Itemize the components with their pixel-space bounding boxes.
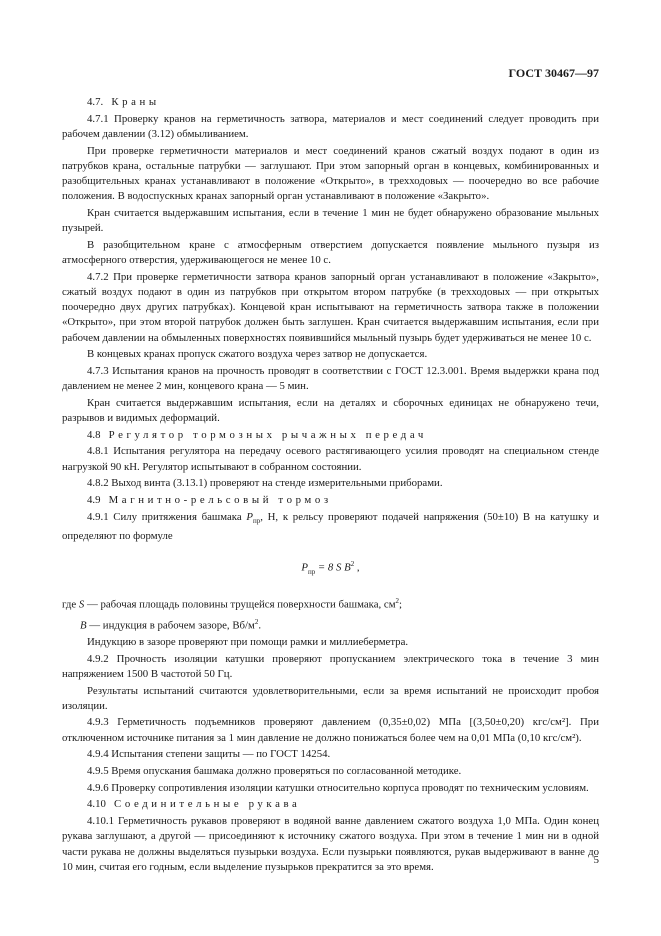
paragraph: Кран считается выдержавшим испытания, если на деталях и сборочных единицах не обнаружено течи, разрывов и видимых деформаций. (62, 396, 599, 425)
paragraph-4-9-2: 4.9.2 Прочность изоляции катушки проверяют пропусканием электрического тока в течение 3 мин напряжением 1500 В частотой 50 Гц. (62, 652, 599, 680)
section-title: Регулятор тормозных рычажных передач (108, 428, 427, 441)
section-title: Соединительные рукава (114, 798, 301, 811)
document-header: ГОСТ 30467—97 (508, 66, 599, 80)
paragraph-4-9-4: 4.9.4 Испытания степени защиты — по ГОСТ 14254. (87, 748, 331, 761)
section-number: 4.8 (87, 428, 101, 441)
section-heading-4-9 (62, 493, 599, 508)
paragraph-4-8-2: 4.8.2 Выход винта (3.13.1) проверяют на стенде измерительными приборами. (87, 477, 443, 490)
paragraph: Кран считается выдержавшим испытания, если в течение 1 мин не будет обнаружено образование мыльных пузырей. (62, 206, 599, 235)
paragraph-4-8-1: 4.8.1 Испытания регулятора на передачу осевого растягивающего усилия проводят на специальном стенде нагрузкой 90 кН. Регулятор испытывают в собранном состоянии. (62, 445, 599, 473)
section-number: 4.7. (87, 96, 104, 108)
formula: $P_{пр} = 8$ S $B^2$ , (301, 560, 360, 577)
section-title: Краны (111, 96, 160, 108)
page-body (62, 95, 599, 876)
paragraph-4-7-1: 4.7.1 Проверку кранов на герметичность затвора, материалов и мест соединений следует проводить при рабочем давлении (3.12) обмыливанием. (62, 112, 599, 140)
section-heading-4-7 (62, 95, 599, 110)
paragraph-4-9-1: 4.9.1 Силу притяжения башмака $P_{пр}$, Н, к рельсу проверяют подачей напряжения (50±10) В на катушку и определяют по формуле (62, 510, 599, 543)
formula-legend-b: B — индукция в рабочем зазоре, $Вб/м^2$. (80, 617, 262, 632)
paragraph: В концевых кранах пропуск сжатого воздуха через затвор не допускается. (87, 348, 428, 361)
paragraph-4-10-1: 4.10.1 Герметичность рукавов проверяют в водяной ванне давлением сжатого воздуха 1,0 МПа. Один конец рукава заглушают, а другой — присоединяют к источнику сжатого воздуха. При этом в течение 1 мин ни в одной части рукава не должны выделяться пузырьки воздуха. Если пузырьки появляются, рукав выдерживают в ванне до 10 мин, считая его годным, если выделение пузырьков прекратится за это время. (62, 815, 599, 873)
paragraph: Индукцию в зазоре проверяют при помощи рамки и миллиеберметра. (87, 635, 409, 648)
page-number: 5 (593, 854, 599, 866)
section-number: 4.10 (87, 798, 106, 811)
section-title: Магнитно-рельсовый тормоз (108, 494, 332, 507)
paragraph-4-7-2: 4.7.2 При проверке герметичности затвора кранов запорный орган устанавливают в положение «Закрыто», сжатый воздух подают в один из патрубков при открытом втором патрубке (в трехходовых — при открытых поочередно двух других патрубках). Концевой кран испытывают на герметичность затвора также в положении «Открыто», при этом второй патрубок должен быть заглушен. Кран считается выдержавшим испытания, если при рабочем давлении на обмыленных поверхностях появившийся мыльный пузырь будет удерживаться не менее 10 с. (62, 270, 599, 344)
paragraph-4-9-5: 4.9.5 Время опускания башмака должно проверяться по согласованной методике. (87, 765, 462, 778)
paragraph: Результаты испытаний считаются удовлетворительными, если за время испытаний не происходит пробоя изоляции. (62, 684, 599, 712)
section-heading-4-8 (62, 428, 599, 443)
section-number: 4.9 (87, 494, 101, 507)
formula-legend-s: где S — рабочая площадь половины трущейся поверхности башмака, $см^2$; (62, 597, 403, 611)
paragraph-4-9-3: 4.9.3 Герметичность подъемников проверяют давлением (0,35±0,02) МПа [(3,50±0,20) кгс/см²]. При отключенном источнике питания за 1 мин давление не должно понижаться более чем на 0,01 МПа (0,10 кгс/см²). (62, 716, 599, 744)
paragraph: При проверке герметичности материалов и мест соединений кранов сжатый воздух подают в один из патрубков крана, остальные патрубки — заглушают. При этом запорный орган в концевых, комбинированных и разобщительных кранах устанавливают в положение «Открыто», в трехходовых — поочередно во все рабочие положения. В водоспускных кранах запорный орган устанавливают в положение «Закрыто». (62, 144, 599, 203)
paragraph-4-9-6: 4.9.6 Проверку сопротивления изоляции катушки относительно корпуса проводят по техническим условиям. (87, 781, 589, 794)
paragraph: В разобщительном кране с атмосферным отверстием допускается появление мыльного пузыря из атмосферного отверстия, удерживающегося не менее 10 с. (62, 238, 599, 267)
section-heading-4-10 (62, 797, 599, 812)
paragraph-4-7-3: 4.7.3 Испытания кранов на прочность проводят в соответствии с ГОСТ 12.3.001. Время выдержки крана под давлением не менее 2 мин, концевого крана — 5 мин. (62, 364, 599, 393)
